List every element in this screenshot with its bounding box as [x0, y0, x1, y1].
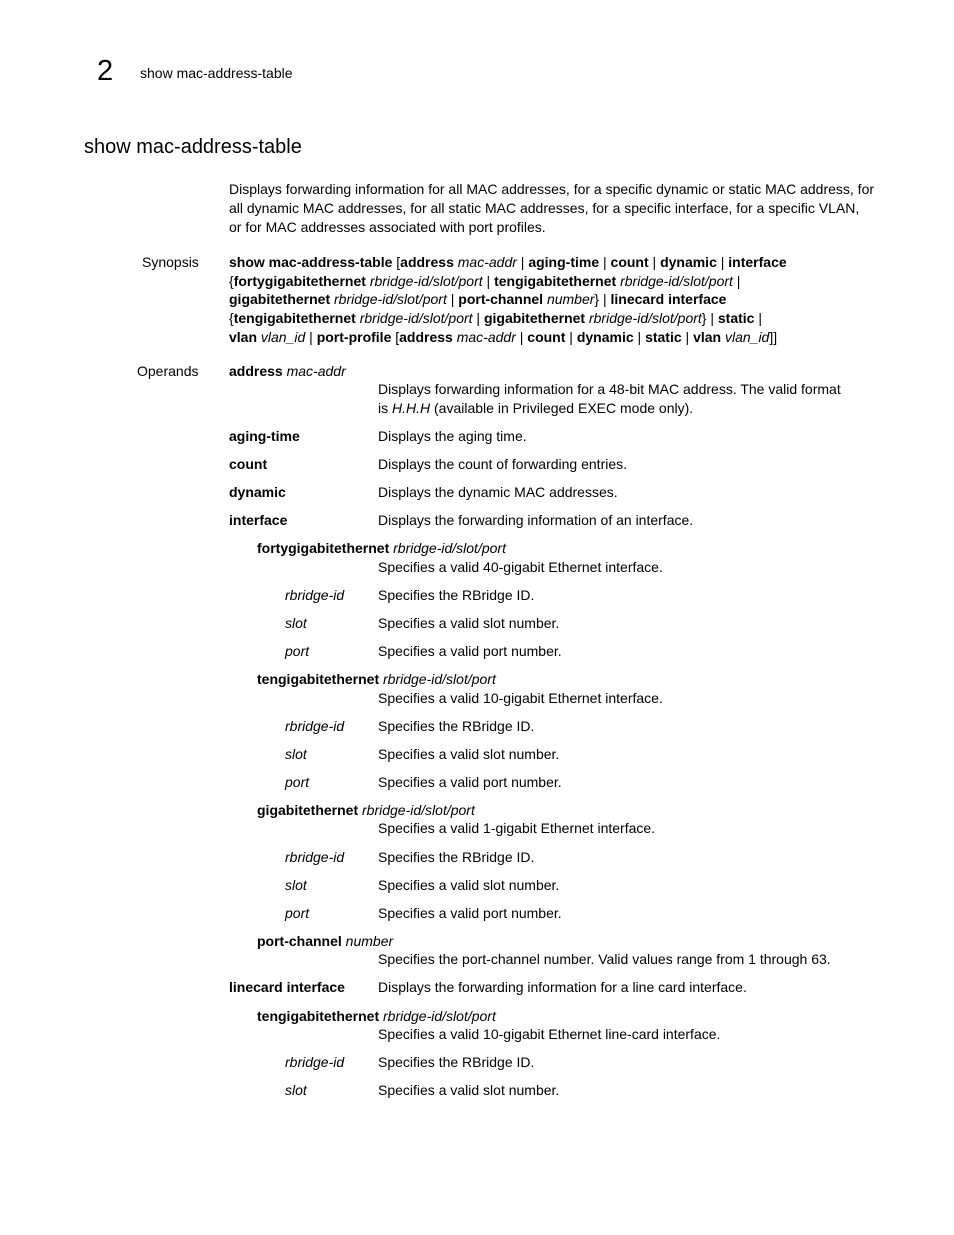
param-desc: Specifies the RBridge ID.	[378, 587, 535, 603]
keyword: vlan	[693, 329, 722, 345]
description-paragraph: Displays forwarding information for all MAC addresses, for a specific dynamic or static MAC address, for all dynamic MAC addresses, for all static MAC addresses, for a specific interface, for a specific VLAN, or for MAC addresses associated with port profiles.	[229, 181, 875, 235]
argument: rbridge-id/slot/port	[359, 310, 473, 326]
operand-desc: Specifies a valid 10-gigabit Ethernet line-card interface.	[378, 1026, 721, 1042]
param-desc: Specifies a valid slot number.	[378, 877, 560, 893]
keyword: static	[645, 329, 682, 345]
param-desc: Specifies a valid port number.	[378, 905, 562, 921]
param-desc: Specifies a valid port number.	[378, 774, 562, 790]
syntax-punctuation: |	[716, 254, 729, 270]
operand-desc: Displays the aging time.	[378, 428, 527, 444]
page-title: show mac-address-table	[84, 136, 302, 158]
argument: vlan_id	[260, 329, 306, 345]
param-slot: slot	[285, 877, 307, 893]
argument: rbridge-id/slot/port	[588, 310, 702, 326]
param-desc: Specifies a valid slot number.	[378, 746, 560, 762]
operand-term: tengigabitethernet	[257, 671, 380, 687]
keyword: interface	[728, 254, 787, 270]
desc-format: H.H.H	[392, 400, 431, 416]
param-slot: slot	[285, 1082, 307, 1098]
operand-desc: Specifies a valid 10-gigabit Ethernet interface.	[378, 690, 663, 706]
keyword: address	[400, 254, 454, 270]
param-port: port	[285, 905, 310, 921]
param-rbridge-id: rbridge-id	[285, 718, 345, 734]
keyword: aging-time	[528, 254, 600, 270]
desc-text: (available in Privileged EXEC mode only).	[430, 400, 694, 416]
param-desc: Specifies the RBridge ID.	[378, 1054, 535, 1070]
argument: number	[546, 291, 595, 307]
param-rbridge-id: rbridge-id	[285, 1054, 345, 1070]
operand-term: gigabitethernet	[257, 802, 359, 818]
operand-desc: Specifies a valid 40-gigabit Ethernet interface.	[378, 559, 663, 575]
param-desc: Specifies a valid slot number.	[378, 1082, 560, 1098]
keyword: port-profile	[316, 329, 392, 345]
syntax-punctuation: |	[681, 329, 694, 345]
syntax-punctuation: [	[391, 329, 400, 345]
operands-label: Operands	[137, 363, 199, 379]
operand-fortygigabitethernet	[257, 539, 506, 558]
syntax-punctuation: |	[515, 329, 528, 345]
operand-interface: interface	[229, 512, 288, 528]
param-rbridge-id: rbridge-id	[285, 849, 345, 865]
syntax-punctuation: |	[648, 254, 661, 270]
operand-arg: number	[345, 933, 394, 949]
operand-desc: Specifies the port-channel number. Valid values range from 1 through 63.	[378, 951, 831, 967]
synopsis-line	[229, 253, 787, 272]
operand-term: tengigabitethernet	[257, 1008, 380, 1024]
operand-desc: Specifies a valid 1-gigabit Ethernet interface.	[378, 820, 656, 836]
synopsis-line	[229, 309, 762, 328]
synopsis-line	[229, 328, 777, 347]
param-port: port	[285, 774, 310, 790]
synopsis-line	[229, 272, 740, 291]
keyword: tengigabitethernet	[233, 310, 356, 326]
operand-desc: Displays the forwarding information for a line card interface.	[378, 979, 747, 995]
param-desc: Specifies a valid slot number.	[378, 615, 560, 631]
syntax-punctuation: |	[472, 310, 484, 326]
keyword: static	[717, 310, 755, 326]
operand-aging-time: aging-time	[229, 428, 300, 444]
argument: rbridge-id/slot/port	[334, 291, 447, 307]
syntax-punctuation: {	[229, 310, 234, 326]
keyword: show mac-address-table	[229, 254, 393, 270]
chapter-number: 2	[97, 55, 114, 87]
synopsis-line	[229, 290, 726, 309]
syntax-punctuation: } |	[701, 310, 718, 326]
desc-text: is	[378, 400, 392, 416]
argument: rbridge-id/slot/port	[369, 273, 483, 289]
operand-term: address	[229, 363, 283, 379]
keyword: linecard interface	[610, 291, 727, 307]
operand-address	[229, 362, 346, 381]
operand-desc: Displays the count of forwarding entries.	[378, 456, 628, 472]
param-port: port	[285, 643, 310, 659]
operand-desc: Displays the dynamic MAC addresses.	[378, 484, 618, 500]
syntax-punctuation: |	[482, 273, 495, 289]
keyword: dynamic	[660, 254, 717, 270]
chapter-title: show mac-address-table	[140, 65, 293, 81]
syntax-punctuation: |	[732, 273, 741, 289]
keyword: vlan	[229, 329, 258, 345]
syntax-punctuation: |	[305, 329, 317, 345]
argument: vlan_id	[724, 329, 770, 345]
param-desc: Specifies a valid port number.	[378, 643, 562, 659]
operand-desc: Displays the forwarding information of an interface.	[378, 512, 694, 528]
operand-desc	[378, 399, 693, 418]
syntax-punctuation: |	[633, 329, 646, 345]
syntax-punctuation: |	[565, 329, 577, 345]
operand-linecard-interface: linecard interface	[229, 979, 345, 995]
operand-arg: mac-addr	[286, 363, 346, 379]
keyword: dynamic	[576, 329, 634, 345]
argument: mac-addr	[457, 254, 517, 270]
param-desc: Specifies the RBridge ID.	[378, 849, 535, 865]
keyword: address	[399, 329, 453, 345]
syntax-punctuation: |	[516, 254, 529, 270]
argument: rbridge-id/slot/port	[620, 273, 733, 289]
syntax-punctuation: |	[754, 310, 762, 326]
keyword: count	[527, 329, 566, 345]
operand-term: port-channel	[257, 933, 342, 949]
operand-arg: rbridge-id/slot/port	[383, 1008, 496, 1024]
operand-tengigabitethernet	[257, 670, 496, 689]
syntax-punctuation: ]]	[769, 329, 778, 345]
synopsis-label: Synopsis	[142, 254, 199, 270]
operand-arg: rbridge-id/slot/port	[393, 540, 506, 556]
operand-gigabitethernet	[257, 801, 475, 820]
keyword: tengigabitethernet	[494, 273, 617, 289]
syntax-punctuation: |	[446, 291, 459, 307]
syntax-punctuation: } |	[594, 291, 611, 307]
keyword: gigabitethernet	[483, 310, 586, 326]
syntax-punctuation: |	[599, 254, 611, 270]
operand-arg: rbridge-id/slot/port	[362, 802, 475, 818]
param-desc: Specifies the RBridge ID.	[378, 718, 535, 734]
syntax-punctuation: {	[229, 273, 234, 289]
operand-port-channel	[257, 932, 393, 951]
operand-dynamic: dynamic	[229, 484, 286, 500]
operand-desc: Displays forwarding information for a 48-bit MAC address. The valid format	[378, 381, 841, 397]
operand-count: count	[229, 456, 268, 472]
operand-arg: rbridge-id/slot/port	[383, 671, 496, 687]
operand-linecard-tengigabitethernet	[257, 1007, 496, 1026]
keyword: gigabitethernet	[229, 291, 331, 307]
param-slot: slot	[285, 746, 307, 762]
keyword: count	[610, 254, 649, 270]
operand-term: fortygigabitethernet	[257, 540, 390, 556]
keyword: fortygigabitethernet	[233, 273, 366, 289]
param-rbridge-id: rbridge-id	[285, 587, 345, 603]
syntax-punctuation: [	[392, 254, 401, 270]
keyword: port-channel	[458, 291, 544, 307]
argument: mac-addr	[456, 329, 516, 345]
param-slot: slot	[285, 615, 307, 631]
